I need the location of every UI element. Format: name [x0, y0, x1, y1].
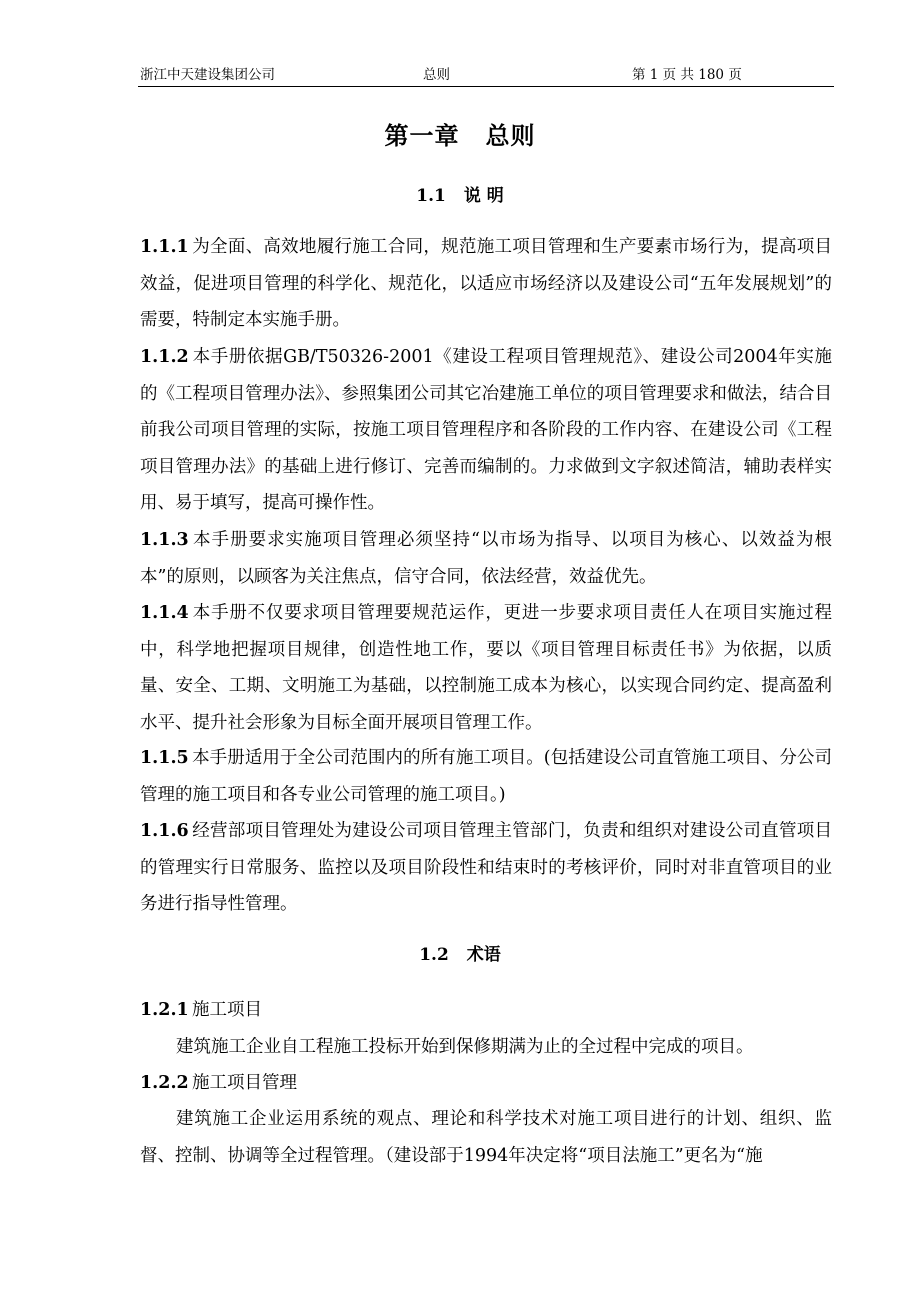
clause-1-1-1: [140, 229, 832, 339]
chapter-name: 总则: [485, 121, 536, 150]
page-header: [138, 64, 834, 87]
clause-text: 本手册适用于全公司范围内的所有施工项目。(包括建设公司直管施工项目、分公司管理的施工项目和各专业公司管理的施工项目。): [140, 748, 832, 805]
term-name: 施工项目管理: [192, 1073, 297, 1093]
header-page-number: 第 1 页 共 180 页: [632, 67, 742, 83]
section-heading-1-1: [0, 184, 920, 208]
term-number: 1.2.2: [140, 1073, 189, 1093]
clause-number: 1.1.6: [140, 821, 189, 841]
clause-1-1-3: [140, 522, 832, 595]
clause-text: 本手册依据GB/T50326-2001《建设工程项目管理规范》、建设公司2004年实施的《工程项目管理办法》、参照集团公司其它冶建施工单位的项目管理要求和做法，结合目前我公司项目管理的实际，按施工项目管理程序和各阶段的工作内容、在建设公司《工程项目管理办法》的基础上进行修订、完善而编制的。力求做到文字叙述简洁，辅助表样实用、易于填写，提高可操作性。: [140, 347, 832, 513]
clause-number: 1.1.1: [140, 237, 189, 257]
clause-text: 经营部项目管理处为建设公司项目管理主管部门，负责和组织对建设公司直管项目的管理实行日常服务、监控以及项目阶段性和结束时的考核评价，同时对非直管项目的业务进行指导性管理。: [140, 821, 832, 914]
term-number: 1.2.1: [140, 1000, 189, 1020]
section-heading-1-2: [0, 943, 920, 967]
clause-1-1-6: [140, 813, 832, 923]
term-1-2-1-definition: 建筑施工企业自工程施工投标开始到保修期满为止的全过程中完成的项目。: [176, 1037, 754, 1057]
header-company: 浙江中天建设集团公司: [140, 67, 275, 83]
clause-number: 1.1.3: [140, 530, 189, 550]
clause-text: 为全面、高效地履行施工合同，规范施工项目管理和生产要素市场行为，提高项目效益，促进项目管理的科学化、规范化，以适应市场经济以及建设公司“五年发展规划”的需要，特制定本实施手册。: [140, 237, 832, 330]
clause-1-1-2: [140, 339, 832, 522]
clause-1-1-4: [140, 595, 832, 741]
section-name: 说 明: [463, 186, 504, 206]
section-number: 1.2: [419, 945, 449, 965]
term-1-2-1-heading: [140, 992, 262, 1028]
term-1-2-2-definition: 建筑施工企业运用系统的观点、理论和科学技术对施工项目进行的计划、组织、监督、控制、协调等全过程管理。（建设部于1994年决定将“项目法施工”更名为“施: [140, 1109, 832, 1166]
clause-text: 本手册要求实施项目管理必须坚持“以市场为指导、以项目为核心、以效益为根本”的原则，以顾客为关注焦点，信守合同，依法经营，效益优先。: [140, 530, 832, 587]
term-name: 施工项目: [192, 1000, 262, 1020]
term-1-2-2-heading: [140, 1065, 297, 1101]
header-section: 总则: [423, 67, 450, 83]
section-name: 术语: [466, 945, 501, 965]
chapter-title: [0, 118, 920, 154]
clause-number: 1.1.4: [140, 603, 189, 623]
section-number: 1.1: [416, 186, 446, 206]
clause-number: 1.1.2: [140, 347, 189, 367]
clause-1-1-5: [140, 740, 832, 813]
chapter-number: 第一章: [384, 121, 460, 150]
clause-text: 本手册不仅要求项目管理要规范运作，更进一步要求项目责任人在项目实施过程中，科学地把握项目规律，创造性地工作，要以《项目管理目标责任书》为依据，以质量、安全、工期、文明施工为基础，以控制施工成本为核心，以实现合同约定、提高盈利水平、提升社会形象为目标全面开展项目管理工作。: [140, 603, 832, 733]
clause-number: 1.1.5: [140, 748, 189, 768]
